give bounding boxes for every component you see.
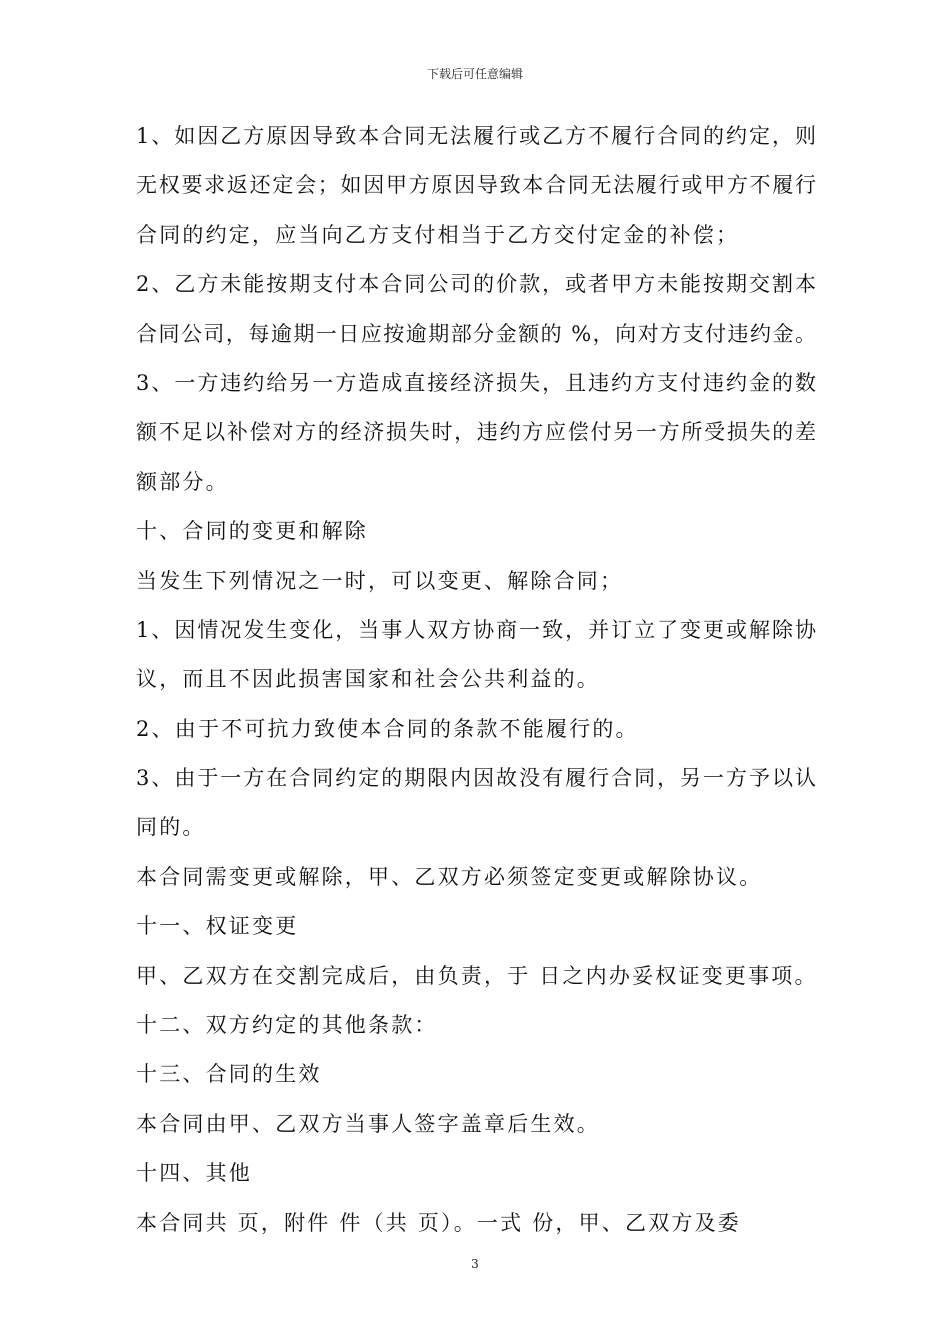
clause-9-3-line-3: 额部分。: [136, 469, 229, 494]
clause-10-3-line-2: 同的。: [136, 815, 206, 840]
section-heading-13: 十三、合同的生效: [136, 1062, 322, 1087]
clause-10-1-line-1: 1、因情况发生变化，当事人双方协商一致，并订立了变更或解除协: [136, 617, 816, 642]
clause-10-1-line-2: 议，而且不因此损害国家和社会公共利益的。: [136, 667, 600, 692]
clause-9-1-line-3: 合同的约定，应当向乙方支付相当于乙方交付定金的补偿；: [136, 222, 740, 247]
clause-9-3-line-1: 3、一方违约给另一方造成直接经济损失，且违约方支付违约金的数: [136, 370, 816, 395]
section-heading-12: 十二、双方约定的其他条款：: [136, 1013, 438, 1038]
clause-9-1-line-1: 1、如因乙方原因导致本合同无法履行或乙方不履行合同的约定，则: [136, 124, 816, 148]
section-14-text: 本合同共 页，附件 件（共 页）。一式 份，甲、乙双方及委: [136, 1210, 741, 1235]
page-header: 下载后可任意编辑: [426, 67, 523, 81]
section-heading-11: 十一、权证变更: [136, 914, 299, 939]
section-13-text: 本合同由甲、乙双方当事人签字盖章后生效。: [136, 1111, 600, 1136]
clause-9-1-line-2: 无权要求返还定会；如因甲方原因导致本合同无法履行或甲方不履行: [136, 173, 816, 198]
section-11-text: 甲、乙双方在交割完成后，由负责，于 日之内办妥权证变更事项。: [136, 963, 818, 988]
section-10-intro: 当发生下列情况之一时，可以变更、解除合同；: [136, 568, 624, 593]
clause-10-3-line-1: 3、由于一方在合同约定的期限内因故没有履行合同，另一方予以认: [136, 766, 816, 791]
section-heading-14: 十四、其他: [136, 1161, 252, 1186]
contract-body: [136, 112, 816, 1248]
section-heading-10: 十、合同的变更和解除: [136, 519, 368, 544]
section-10-closing: 本合同需变更或解除，甲、乙双方必须签定变更或解除协议。: [136, 864, 763, 889]
clause-9-3-line-2: 额不足以补偿对方的经济损失时，违约方应偿付另一方所受损失的差: [136, 420, 816, 445]
page-number: 3: [471, 1257, 479, 1271]
clause-9-2-line-1: 2、乙方未能按期支付本合同公司的价款，或者甲方未能按期交割本: [136, 272, 816, 297]
clause-9-2-line-2: 合同公司，每逾期一日应按逾期部分金额的 %，向对方支付违约金。: [136, 321, 816, 346]
clause-10-2: 2、由于不可抗力致使本合同的条款不能履行的。: [136, 716, 639, 741]
